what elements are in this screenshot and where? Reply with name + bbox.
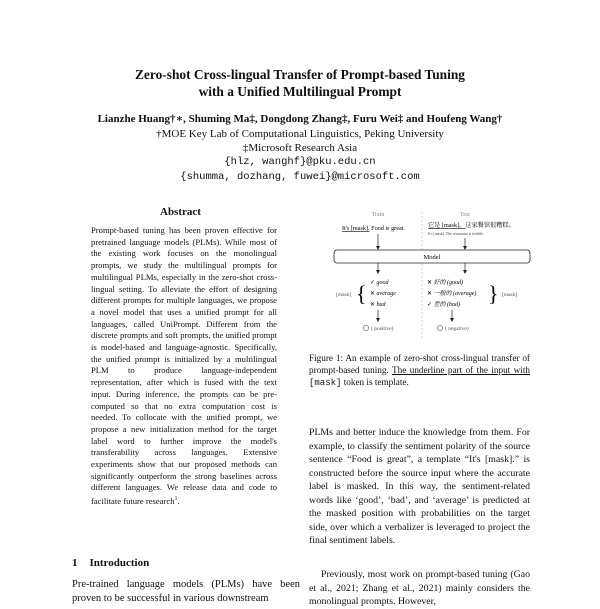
test-item-3: ✓ 差的 (bad) — [427, 302, 461, 308]
test-template: 它是 [mask]。 — [428, 222, 466, 229]
figure-diagram — [330, 206, 535, 341]
train-item-3: ✕ bad — [370, 302, 386, 308]
introduction-text: Pre-trained language models (PLMs) have been proven to be successful in various downstream — [72, 579, 300, 604]
abstract-text: Prompt-based tuning has been proven effective for pretrained language models (PLMs). While most of the existing work focuses on the monolingual prompts, we study the multilingual prompts for multilingual PLMs, especially in the zero-shot cross-lingual setting. To alleviate the effort of designing different prompts for multiple languages, we propose a novel model that uses a unified prompt for all languages, called UniPrompt. Different from the discrete prompts and soft prompts, the unified prompt is model-based and language-agnostic. Specifically, the unified prompt is initialized by a multilingual PLM to produce language-independent representation, after which is fused with the text input. During inference, the prompts can be pre-computed so that no extra computation cost is needed. To collocate with the unified prompt, we propose a new initialization method for the target label word to further improve the model's transferability across languages. Extensive experiments show that our proposed methods can significantly outperform the strong baselines across different languages. We release data and code to facilitate future research — [91, 225, 277, 507]
section-title: Introduction — [89, 557, 150, 569]
arrow-test-out-head — [463, 270, 467, 274]
positive-emoji-icon — [363, 325, 368, 330]
train-template: It's [mask]. — [342, 225, 370, 232]
right-column-paragraph-1: PLMs and better induce the knowledge from them. For example, to classify the sentiment polarity of the source sentence “Food is great”, a template “It's [mask].” is constructed before the source input where the accurate label is masked. In this way, the sentiment-related words like ‘good’, ‘bad’, and ‘average’ is predicted at the masked position with probabilities on the target side, over which a verbalizer is leveraged to project the final sentiment labels. — [309, 427, 530, 546]
abstract-heading: Abstract — [160, 206, 201, 218]
right-column-paragraph-2: Previously, most work on prompt-based tuning (Gao et al., 2021; Zhang et al., 2021) mainly considers the monolingual prompts. However, — [309, 569, 530, 607]
train-output: ( positive) — [371, 326, 394, 332]
arrow-train-result-head — [376, 318, 380, 322]
model-label: Model — [423, 254, 441, 261]
affiliation-pku: †MOE Key Lab of Computational Linguistics, Peking University — [156, 128, 444, 140]
train-input — [342, 225, 405, 232]
train-item-1: ✓ good — [370, 280, 389, 286]
footnote-marker: 1 — [174, 496, 178, 503]
brace-left: { — [356, 281, 367, 306]
mask-label-left: [mask] — [336, 292, 352, 298]
test-input — [428, 221, 515, 229]
arrow-train-in-head — [376, 246, 380, 250]
title-line-1: Zero-shot Cross-lingual Transfer of Prompt-based Tuning — [135, 67, 465, 82]
section-heading-introduction — [72, 557, 149, 569]
train-item-2: ✕ average — [370, 291, 396, 297]
caption-underlined: The underline part of the input with — [392, 365, 530, 376]
arrow-train-out-head — [376, 270, 380, 274]
test-label: Test — [460, 212, 470, 218]
figure-caption — [309, 352, 530, 390]
test-item-2: ✕ 一般的 (average) — [427, 291, 477, 297]
arrow-test-in-head — [463, 246, 467, 250]
test-gloss: It's [mask]. The restaurant is terrible. — [428, 232, 484, 236]
affiliation-msra: ‡Microsoft Research Asia — [242, 142, 358, 154]
abstract-body — [91, 225, 277, 508]
section-number: 1 — [72, 557, 78, 569]
caption-end: token is template. — [343, 377, 409, 388]
brace-right: } — [488, 281, 499, 306]
train-sentence: Food is great. — [369, 225, 405, 232]
caption-label: Figure 1: — [309, 353, 344, 363]
figure-1 — [330, 206, 535, 341]
test-item-1: ✕ 好的 (good) — [427, 280, 464, 286]
caption-mask: [mask] — [309, 378, 342, 389]
abstract-end: . — [177, 496, 180, 507]
negative-emoji-icon — [437, 325, 442, 330]
title-line-2: with a Unified Multilingual Prompt — [198, 84, 402, 99]
train-label: Train — [371, 212, 385, 218]
email-msra: {shumma, dozhang, fuwei}@microsoft.com — [180, 171, 420, 183]
caption-text: An example of zero-shot cross-lingual transfer of prompt-based tuning. — [309, 353, 530, 376]
mask-label-right: [mask] — [502, 292, 518, 298]
test-sentence: 这家餐馆很糟糕。 — [465, 222, 515, 229]
author-list: Lianzhe Huang†∗, Shuming Ma‡, Dongdong Zhang‡, Furu Wei‡ and Houfeng Wang† — [97, 113, 503, 125]
paper-title — [0, 66, 600, 100]
test-output: ( negative) — [445, 326, 469, 332]
arrow-test-result-head — [450, 318, 454, 322]
email-pku: {hlz, wanghf}@pku.edu.cn — [224, 156, 376, 168]
